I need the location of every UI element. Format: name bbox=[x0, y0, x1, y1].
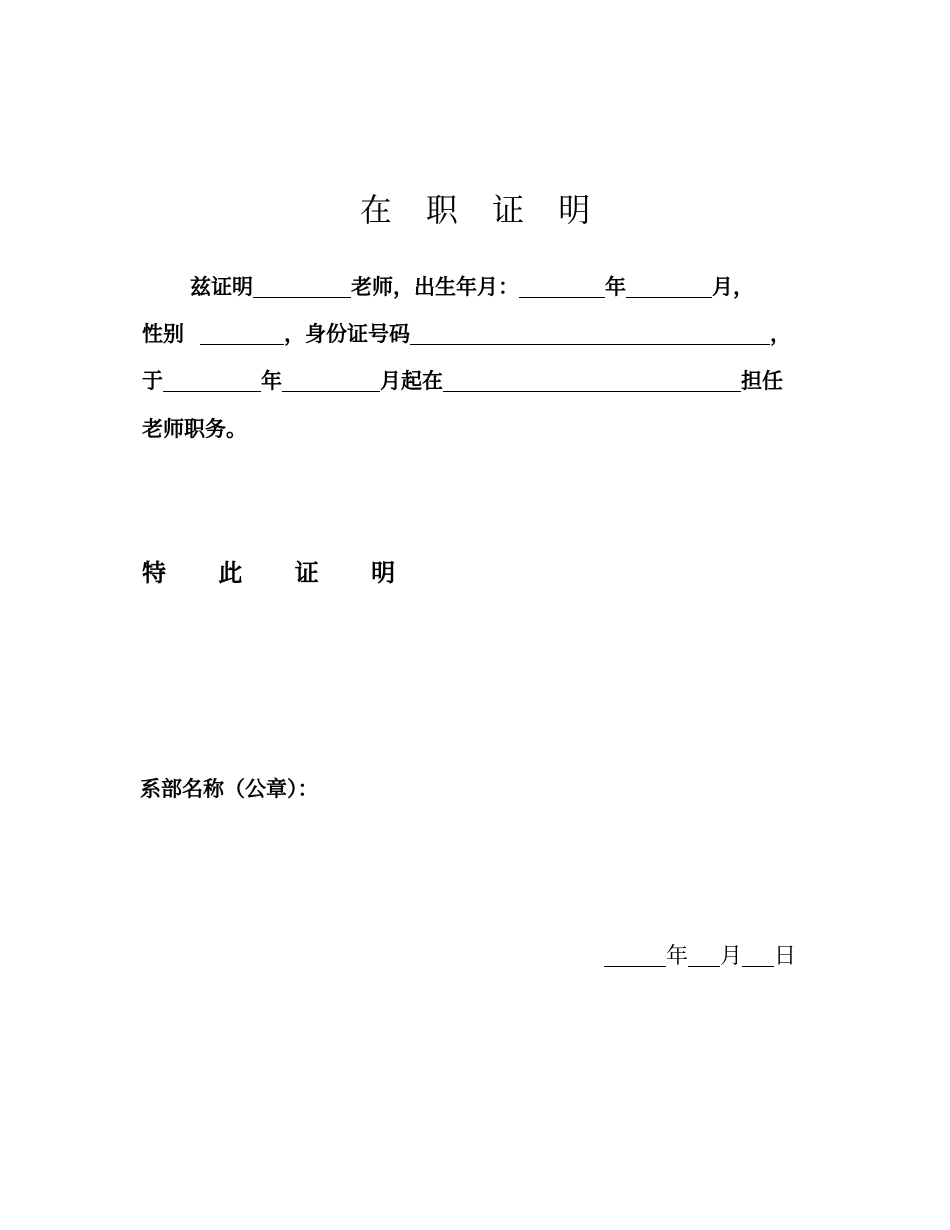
date-year-text: 年 bbox=[666, 944, 689, 969]
text-gender: 性别 bbox=[142, 322, 184, 346]
date-line bbox=[604, 942, 796, 972]
birth-year-blank[interactable] bbox=[519, 275, 605, 298]
birth-month-blank[interactable] bbox=[626, 275, 712, 298]
date-month-blank[interactable] bbox=[688, 944, 720, 967]
text-after-name: 老师，出生年月： bbox=[351, 275, 519, 299]
text-comma: ， bbox=[770, 322, 791, 346]
gender-blank[interactable] bbox=[200, 322, 284, 345]
closing-statement: 特 此 证 明 bbox=[142, 559, 418, 587]
date-day-text: 日 bbox=[774, 944, 797, 969]
body-line-4 bbox=[142, 414, 247, 444]
body-line-1 bbox=[142, 272, 754, 302]
start-month-blank[interactable] bbox=[282, 369, 380, 392]
date-month-text: 月 bbox=[720, 944, 743, 969]
text-month-start: 月起在 bbox=[380, 369, 443, 393]
department-blank[interactable] bbox=[443, 369, 741, 392]
id-number-blank[interactable] bbox=[410, 322, 770, 345]
start-year-blank[interactable] bbox=[163, 369, 261, 392]
text-year-2: 年 bbox=[261, 369, 282, 393]
text-month-end: 月， bbox=[712, 275, 754, 299]
text-serve: 担任 bbox=[741, 369, 783, 393]
text-id-label: ，身份证号码 bbox=[284, 322, 410, 346]
department-seal-label: 系部名称（公章）： bbox=[140, 777, 319, 801]
body-line-3 bbox=[142, 366, 783, 396]
date-day-blank[interactable] bbox=[742, 944, 774, 967]
text-year: 年 bbox=[605, 275, 626, 299]
date-year-blank[interactable] bbox=[604, 944, 666, 967]
text-prefix: 兹证明 bbox=[190, 275, 253, 299]
text-duty: 老师职务。 bbox=[142, 417, 247, 441]
body-line-2 bbox=[142, 319, 791, 349]
text-yu: 于 bbox=[142, 369, 163, 393]
document-title: 在 职 证 明 bbox=[359, 191, 603, 229]
name-blank[interactable] bbox=[253, 275, 351, 298]
